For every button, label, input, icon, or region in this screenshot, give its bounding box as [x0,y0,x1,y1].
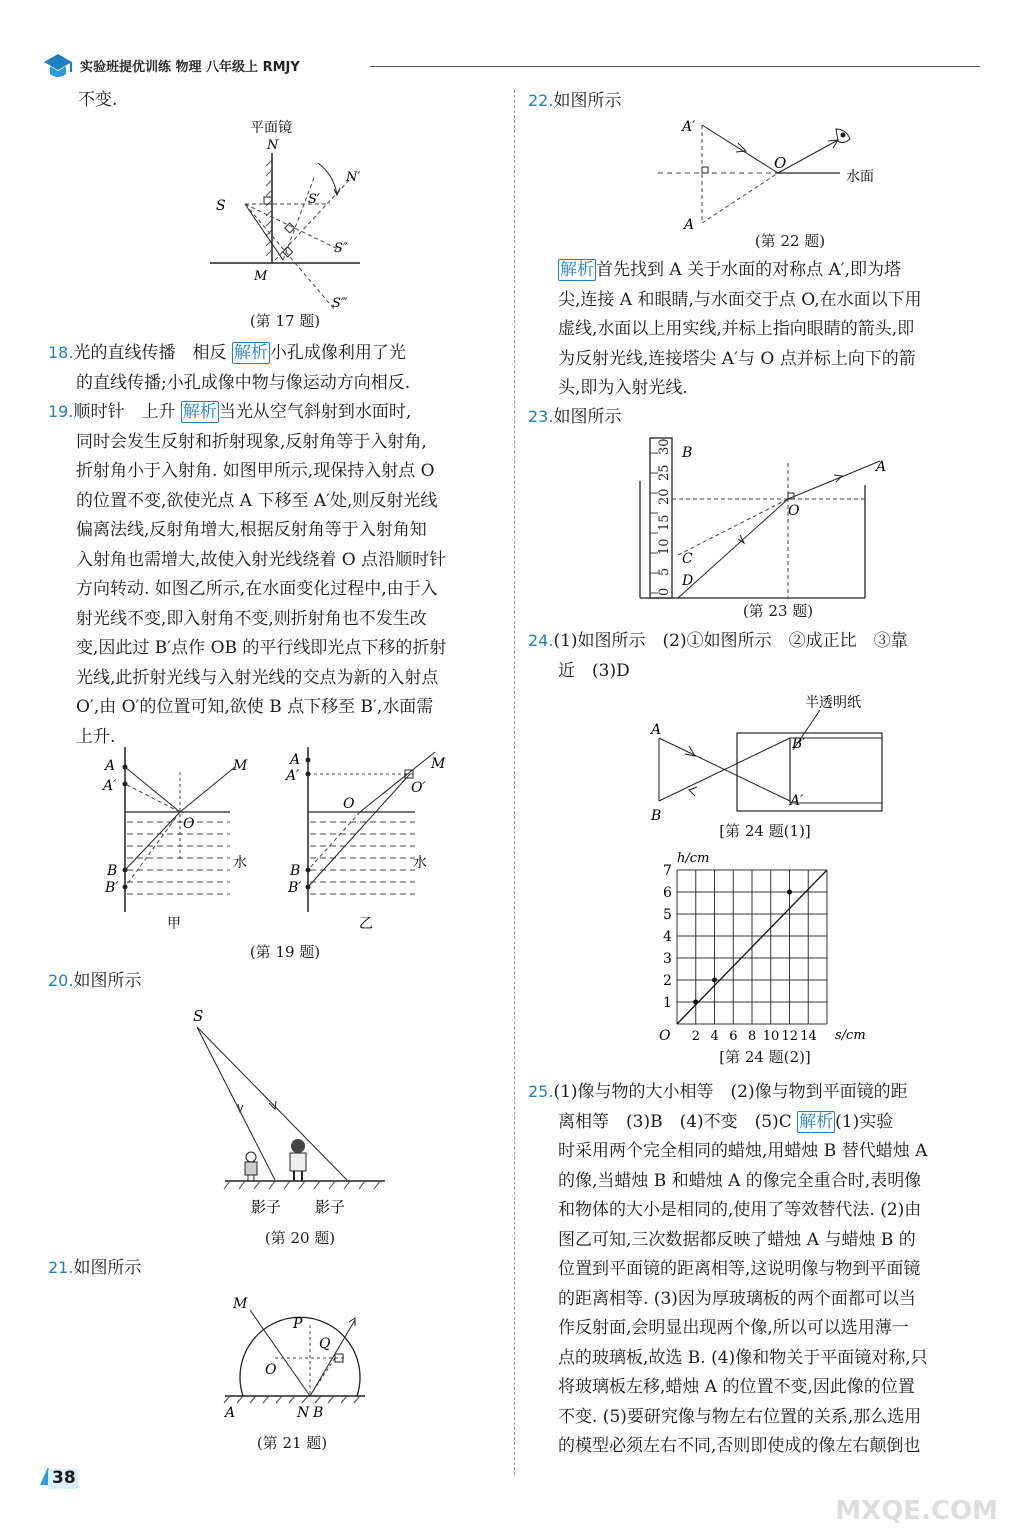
question-23-number: 23. [528,407,554,426]
figure-17-caption: (第 17 题) [249,312,321,330]
question-25: 25.(1)像与物的大小相等 (2)像与物到平面镜的距 离相等 (3)B (4)不变 (5)C 解析 (1)实验 时采用两个完全相同的蜡烛,用蜡烛 B 替代蜡烛 A 的像,当蜡烛 B 和蜡烛 A 的像完全重合时,表明像 和物体的大小是相同的,使用了等效替代法. (2)由 图乙可知,三次数据都反映了蜡烛 A 与蜡烛 B 的 位置到平面镜的距离相等,这说明像与物到平面镜 的距离相等. (3)因为厚玻璃板的两个面都可以当 作反射面,会明显出现两个像,所以可以选用薄一 点的玻璃板,故选 B. (4)像和物关于平面镜对称,只 将玻璃板左移,蜡烛 A 的位置不变,因此像的位置 不变. (5)要研究像与物左右位置的关系,那么选用 的模型必须左右不同,否则即使成的像左右颠倒也 [528,1082,928,1456]
figure-22 [650,115,900,233]
svg-text:N: N [267,138,279,153]
page-number-badge [40,1465,80,1491]
analysis-tag: 解析 [560,260,594,280]
y-tick-label: 1 [663,995,672,1011]
x-tick-label: 10 [762,1029,780,1044]
svg-text:M: M [254,269,268,284]
x-tick-label: 14 [800,1029,817,1044]
svg-text:M: M [233,1296,248,1312]
svg-text:S: S [193,1007,204,1025]
svg-text:C: C [682,551,693,567]
svg-text:B′: B′ [105,880,119,896]
q19-answer: 顺时针 上升 [73,402,176,422]
figure-24-2-caption: [第 24 题(2)] [719,1048,811,1066]
q22-analysis: 解析 首先找到 A 关于水面的对称点 A′,即为塔 尖,连接 A 和眼睛,与水面交于点 O,在水面以下用 虚线,水面以上用实线,并标上指向眼睛的箭头,即 为反射光线,连接塔尖 A′与 O 点并标上向下的箭 头,即为入射光线. [558,260,922,398]
continued-text: 不变. [78,90,118,110]
svg-text:平面镜: 平面镜 [250,120,292,136]
svg-text:D: D [682,573,694,589]
svg-text:15: 15 [657,514,672,531]
svg-text:O: O [183,816,195,832]
figure-19 [95,742,455,937]
question-24-number: 24. [528,631,554,650]
q19-text: 当光从空气斜射到水面时, [218,402,412,422]
question-25-number: 25. [528,1082,554,1101]
svg-text:O: O [265,1362,277,1378]
figure-24-1-caption: [第 24 题(1)] [719,822,811,840]
svg-text:影子: 影子 [251,1198,282,1216]
y-tick-label: 2 [663,973,672,989]
y-tick-label: 7 [663,863,672,879]
figure-24-1 [645,690,885,825]
svg-text:5: 5 [657,567,672,576]
analysis-tag: 解析 [233,343,268,363]
svg-text:B′: B′ [288,880,302,896]
question-21-number: 21. [48,1258,74,1277]
svg-text:S″: S″ [334,241,348,256]
question-18-number: 18. [48,343,74,362]
svg-text:O: O [343,796,355,812]
q18-text: 小孔成像利用了光 [269,343,406,363]
watermark: MXQE.COM [835,1496,998,1526]
y-tick-label: 5 [663,907,672,923]
x-axis-label: s/cm [835,1028,866,1043]
big-person-icon [290,1139,306,1181]
svg-text:N: N [297,1405,310,1421]
q18-answer: 光的直线传播 相反 [73,343,227,363]
svg-text:B: B [651,808,662,824]
eye-icon [836,129,850,143]
figure-24-2-chart [655,846,880,1046]
x-tick-label: 6 [729,1029,738,1044]
svg-text:水面: 水面 [846,169,874,185]
q19-lines: 同时会发生反射和折射现象,反射角等于入射角, 折射角小于入射角. 如图甲所示,现保持入射点 O 的位置不变,欲使光点 A 下移至 A′处,则反射光线 偏离法线,反射角增大,根据反射角等于入射角知 入射角也需增大,故使入射光线绕着 O 点沿顺时针 方向转动. 如图乙所示,在水面变化过程中,由于入 射光线不变,即入射角不变,则折射角也不发生改 变,因此过 B′点作 OB 的平行线即光点下移的折射 光线,此折射光线与入射光线的交点为新的入射点 O′,由 O′的位置可知,欲使 B 点下移至 B′,水面需 上升. [76,431,447,747]
svg-text:S‴: S‴ [332,296,348,311]
data-point [693,1000,698,1005]
svg-text:S: S [216,198,226,214]
question-19 [48,397,510,752]
question-20: 20.如图所示 [48,971,142,991]
column-divider [514,90,515,1475]
svg-text:O: O [774,154,787,172]
svg-text:A: A [684,217,695,233]
svg-text:甲: 甲 [167,916,181,932]
svg-text:A′: A′ [682,119,696,135]
svg-text:B: B [682,445,693,461]
figure-21 [215,1290,375,1435]
svg-text:O: O [788,503,800,519]
svg-text:M: M [233,758,248,774]
svg-text:A: A [651,722,662,738]
svg-text:B′: B′ [792,736,806,752]
question-22-number: 22. [528,91,554,110]
data-point [787,890,792,895]
svg-text:A′: A′ [790,793,804,809]
figure-22-caption: (第 22 题) [754,232,826,250]
analysis-tag: 解析 [182,402,217,422]
figure-23 [640,433,887,603]
page-header [40,52,980,82]
svg-text:10: 10 [657,538,672,555]
svg-text:A: A [290,752,301,768]
svg-text:25: 25 [657,464,672,481]
analysis-tag: 解析 [799,1111,834,1132]
svg-text:影子: 影子 [315,1198,346,1216]
x-tick-label: 12 [781,1029,799,1044]
y-tick-label: 4 [663,929,672,945]
header-rule [370,66,980,67]
header-title: 实验班提优训练 物理 八年级上 RMJY [80,60,300,75]
question-18 [48,338,508,398]
x-tick-label: 4 [710,1029,719,1044]
svg-text:B: B [290,863,301,879]
svg-text:20: 20 [657,488,672,505]
svg-text:B: B [107,863,118,879]
svg-text:N′: N′ [346,170,361,185]
svg-text:M: M [431,756,446,772]
figure-20 [185,1005,395,1220]
svg-text:B: B [313,1405,324,1421]
figure-19-caption: (第 19 题) [249,943,321,961]
svg-text:30: 30 [657,438,672,455]
book-logo-icon [42,50,76,82]
question-24: 24.(1)如图所示 (2)①如图所示 ②成正比 ③靠 近 (3)D [528,631,908,681]
svg-text:A: A [105,758,116,774]
svg-text:A: A [225,1405,236,1421]
page-number: 38 [52,1468,76,1488]
question-22: 22.如图所示 [528,91,622,111]
figure-23-caption: (第 23 题) [742,602,814,620]
svg-text:半透明纸: 半透明纸 [805,695,861,711]
svg-text:A′: A′ [286,768,300,784]
origin-label: O [659,1028,671,1044]
question-20-number: 20. [48,971,74,990]
question-21: 21.如图所示 [48,1258,142,1278]
svg-text:水: 水 [413,855,427,871]
svg-text:水: 水 [233,855,247,871]
figure-21-caption: (第 21 题) [256,1434,328,1452]
svg-text:P: P [293,1316,303,1332]
data-point [712,978,717,983]
figure-17 [200,115,370,330]
x-tick-label: 8 [748,1029,757,1044]
q18-text-2: 的直线传播;小孔成像中物与像运动方向相反. [76,372,411,393]
svg-text:A′: A′ [103,778,117,794]
question-23: 23.如图所示 [528,407,622,427]
svg-text:S′: S′ [308,192,320,207]
svg-text:O′: O′ [411,780,426,796]
y-tick-label: 3 [663,951,672,967]
x-tick-label: 2 [691,1029,701,1044]
y-tick-label: 6 [663,885,672,901]
question-19-number: 19. [48,402,74,421]
svg-text:乙: 乙 [359,916,373,932]
svg-text:Q: Q [319,1336,331,1352]
figure-20-caption: (第 20 题) [264,1229,336,1247]
svg-text:A: A [876,459,887,475]
small-person-icon [245,1152,257,1181]
svg-text:0: 0 [657,587,672,596]
y-axis-label: h/cm [677,851,710,866]
